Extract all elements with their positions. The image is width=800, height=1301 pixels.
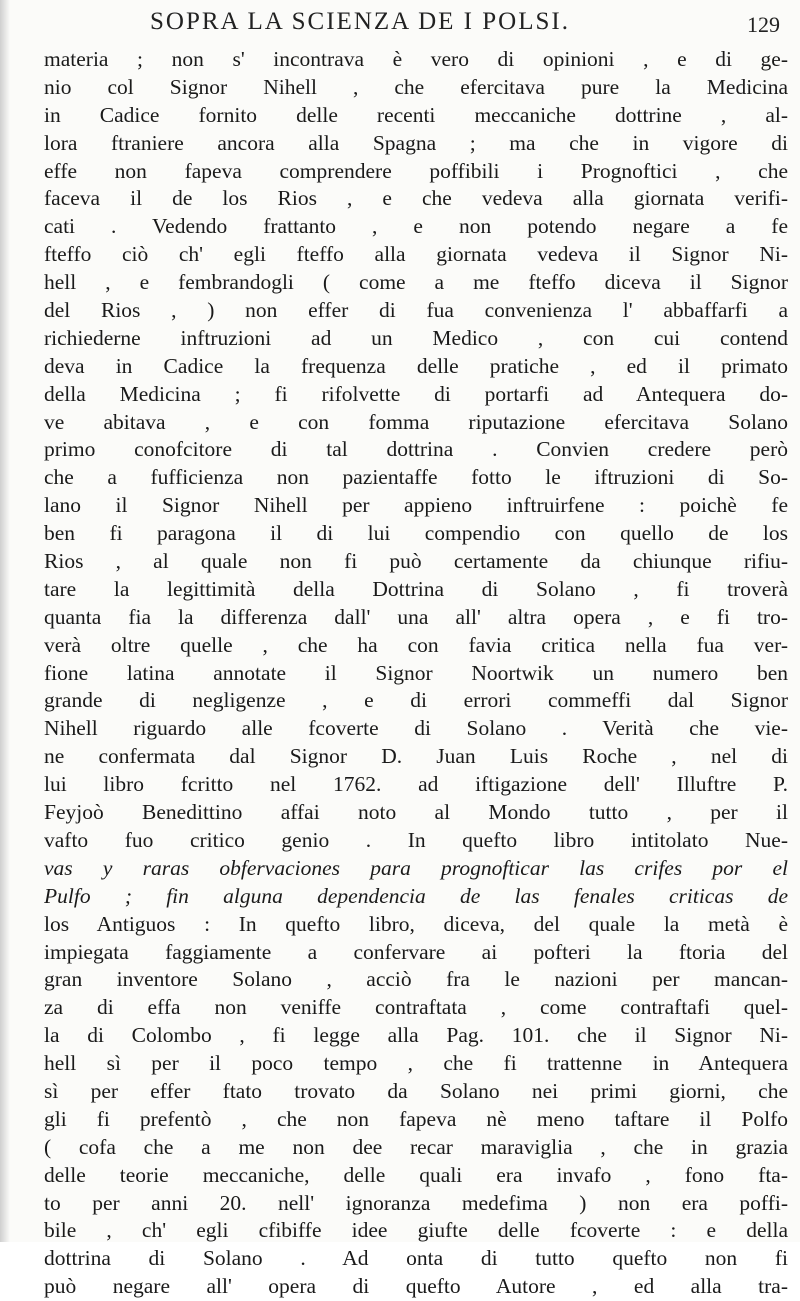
text-line: del Rios , ) non effer di fua convenienza l' abbaffarfi a [44,298,788,323]
text-line: hell sì per il poco tempo , che fi trattenne in Antequera [44,1051,788,1076]
text-line: hell , e fembrandogli ( come a me fteffo diceva il Signor [44,270,788,295]
text-line: in Cadice fornito delle recenti meccaniche dottrine , al- [44,102,788,127]
text-line: primo conofcitore di tal dottrina . Convien credere però [44,437,788,462]
text-line: della Medicina ; fi rifolvette di portarfi ad Antequera do- [44,381,788,406]
text-line: Feyjoò Benedittino affai noto al Mondo tutto , per il [44,800,788,825]
text-line: ( cofa che a me non dee recar maraviglia , che in grazia [44,1134,788,1159]
page-number: 129 [747,12,780,37]
text-line: Nihell riguardo alle fcoverte di Solano . Verità che vie- [44,716,788,741]
text-line: nio col Signor Nihell , che efercitava pure la Medicina [44,74,788,99]
text-line: impiegata faggiamente a confervare ai pofteri la ftoria del [44,939,788,964]
text-line: ve abitava , e con fomma riputazione efercitava Solano [44,409,788,434]
text-line: materia ; non s' incontrava è vero di opinioni , e di ge- [44,47,788,71]
text-line: za di effa non veniffe contraftata , come contraftafi quel- [44,995,788,1020]
text-line: vas y raras obfervaciones para prognofticar las crifes por el [44,855,788,880]
body-text [44,46,788,1301]
text-line: Pulfo ; fin alguna dependencia de las fenales criticas de [44,883,788,908]
text-line: fione latina annotate il Signor Noortwik un numero ben [44,660,788,685]
text-line: ben fi paragona il di lui compendio con quello de los [44,521,788,546]
text-line: los Antiguos : In quefto libro, diceva, del quale la metà è [44,911,788,936]
text-line: deva in Cadice la frequenza delle pratiche , ed il primato [44,353,788,378]
text-line: lora ftraniere ancora alla Spagna ; ma che in vigore di [44,130,788,155]
text-line: dottrina di Solano . Ad onta di tutto quefto non fi [44,1246,788,1271]
text-line: che a fufficienza non pazientaffe fotto le iftruzioni di So- [44,465,788,490]
text-line: to per anni 20. nell' ignoranza medefima ) non era poffi- [44,1190,788,1215]
text-line: verà oltre quelle , che ha con favia critica nella fua ver- [44,632,788,657]
text-line: Rios , al quale non fi può certamente da chiunque rifiu- [44,549,788,574]
text-line: fteffo ciò ch' egli fteffo alla giornata vedeva il Signor Ni- [44,242,788,267]
text-line: faceva il de los Rios , e che vedeva alla giornata verifi- [44,186,788,211]
text-line: può negare all' opera di quefto Autore , ed alla tra- [44,1274,788,1299]
text-line: effe non fapeva comprendere poffibili i Prognoftici , che [44,158,788,183]
running-title: SOPRA LA SCIENZA DE I POLSI. [150,8,570,35]
text-line: sì per effer ftato trovato da Solano nei primi giorni, che [44,1078,788,1103]
text-line: la di Colombo , fi legge alla Pag. 101. che il Signor Ni- [44,1023,788,1048]
text-line: gli fi prefentò , che non fapeva nè meno taftare il Polfo [44,1106,788,1131]
text-line: lui libro fcritto nel 1762. ad iftigazione dell' Illuftre P. [44,772,788,797]
binding-shadow [0,0,10,1242]
text-line: delle teorie meccaniche, delle quali era invafo , fono fta- [44,1162,788,1187]
text-line: tare la legittimità della Dottrina di Solano , fi troverà [44,576,788,601]
text-line: vafto fuo critico genio . In quefto libro intitolato Nue- [44,827,788,852]
text-line: quanta fia la differenza dall' una all' altra opera , e fi tro- [44,604,788,629]
text-line: cati . Vedendo frattanto , e non potendo negare a fe [44,214,788,239]
running-head [150,8,780,48]
text-line: richiederne inftruzioni ad un Medico , con cui contend [44,325,788,350]
text-line: bile , ch' egli cfibiffe idee giufte delle fcoverte : e della [44,1218,788,1243]
text-line: grande di negligenze , e di errori commeffi dal Signor [44,688,788,713]
text-line: ne confermata dal Signor D. Juan Luis Roche , nel di [44,744,788,769]
text-line: lano il Signor Nihell per appieno inftruirfene : poichè fe [44,493,788,518]
text-line: gran inventore Solano , acciò fra le nazioni per mancan- [44,967,788,992]
